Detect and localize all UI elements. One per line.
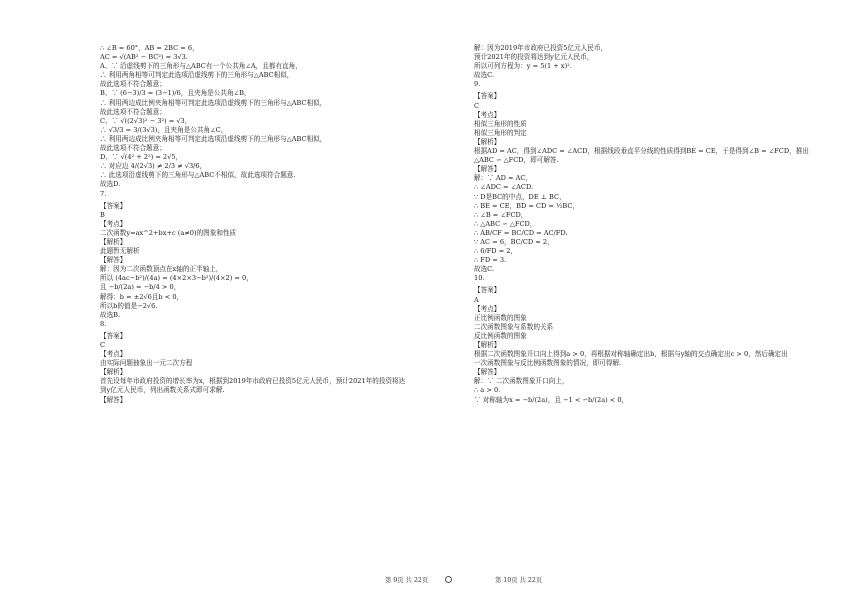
text-line: 相似三角形的判定 xyxy=(474,128,527,137)
text-line: AC = √(AB² − BC²) = 3√3. xyxy=(100,53,188,62)
text-line: ∵ D是BC的中点，DE ⊥ BC， xyxy=(474,192,566,201)
text-line: 解：因为2019年市政府已投资5亿元人民币， xyxy=(474,44,608,52)
text-line: 9. xyxy=(474,80,481,89)
text-line: △ABC ∽ △FCD，即可解答. xyxy=(474,156,559,165)
text-line: 【答案】 xyxy=(100,331,127,340)
text-line: C xyxy=(474,101,480,110)
text-line: ∴ 此选项沿虚线剪下的三角形与△ABC不相似，故此选项符合题意. xyxy=(100,171,296,180)
text-line: ∴ BE = CE，BD = CD = ½BC， xyxy=(474,201,580,210)
text-line: 反比例函数的图象 xyxy=(474,331,527,340)
left-page-column xyxy=(100,44,468,405)
text-line: 相似三角形的性质 xyxy=(474,119,527,128)
text-line: 所以可列方程为：y = 5(1 + x)². xyxy=(474,62,572,71)
text-line: 故此选项不符合题意； xyxy=(100,144,166,153)
text-line: 故此选项不符合题意； xyxy=(100,80,166,89)
text-line: 所以b的值是−2√6. xyxy=(100,301,158,310)
text-line: 【解析】 xyxy=(100,237,127,246)
text-line: 【解答】 xyxy=(100,256,127,265)
text-line: 解：∵ AD = AC， xyxy=(474,174,533,183)
text-line: 【解析】 xyxy=(474,137,501,146)
text-line: ∴ △ABC ∽ △FCD， xyxy=(474,219,537,228)
text-line: 此题暂无解析 xyxy=(100,247,140,256)
text-line: ∴ ∠B = ∠FCD， xyxy=(474,210,528,219)
text-line: ∴ √3/3 = 3/(3√3)，且夹角是公共角∠C， xyxy=(100,125,228,134)
text-line: 到y亿元人民币，列出函数关系式即可求解. xyxy=(100,386,225,395)
text-line: 二次函数图象与系数的关系 xyxy=(474,322,554,331)
text-line: 故选D. xyxy=(100,180,121,189)
right-page-column xyxy=(474,44,846,405)
text-line: 【答案】 xyxy=(474,92,501,101)
text-line: 由实际问题抽象出一元二次方程 xyxy=(100,359,193,368)
text-line: C xyxy=(100,341,106,349)
text-line: ∴ ∠B = 60°，AB = 2BC = 6， xyxy=(100,44,199,52)
text-line: 【解析】 xyxy=(474,341,501,349)
text-line: C、∵ √((2√3)² − 3²) = √3， xyxy=(100,116,192,125)
text-line: 故选C. xyxy=(474,71,495,80)
text-line: 【解答】 xyxy=(100,395,127,404)
text-line: B xyxy=(100,210,105,219)
text-line: A、∵ 沿虚线剪下的三角形与△ABC有一个公共角∠A，且都有直角， xyxy=(100,62,302,71)
text-line: 【答案】 xyxy=(474,286,501,295)
text-line: ∵ AC = 6，BC/CD = 2， xyxy=(474,237,554,246)
text-line: 7. xyxy=(100,189,107,198)
text-line: A xyxy=(474,295,479,304)
text-line: 【考点】 xyxy=(100,219,127,228)
text-line: 【考点】 xyxy=(474,110,501,119)
right-page-number: 第 10页 共 22页 xyxy=(495,577,543,584)
binding-hole-icon xyxy=(445,576,452,583)
text-line: ∵ 对称轴为x = −b/(2a)，且 −1 < −b/(2a) < 0， xyxy=(474,395,629,404)
text-line: ∴ ∠ADC = ∠ACD. xyxy=(474,183,534,192)
text-line: 【答案】 xyxy=(100,201,127,210)
text-line: 【考点】 xyxy=(100,350,127,359)
text-line: ∴ FD = 3. xyxy=(474,256,507,265)
text-line: ∴ 利用两角相等可判定此选项沿虚线剪下的三角形与△ABC相似， xyxy=(100,71,294,80)
text-line: 【解析】 xyxy=(100,368,127,377)
text-line: 预计2021年的投资将达到y亿元人民币， xyxy=(474,53,594,62)
page-footer xyxy=(0,573,860,587)
text-line: 【解答】 xyxy=(474,165,501,174)
text-line: D、∵ √(4² + 2²) = 2√5， xyxy=(100,153,183,162)
text-line: 根据AD = AC，得到∠ADC = ∠ACD，根据线段垂直平分线的性质得到BE = CE，于是得到∠B = ∠FCD，推出 xyxy=(474,147,809,156)
text-line: 【考点】 xyxy=(474,304,501,313)
text-line: 首先设每年市政府投资的增长率为x，根据到2019年市政府已投资5亿元人民币，预计2021年的投资将达 xyxy=(100,377,406,386)
text-line: 故此选项不符合题意； xyxy=(100,107,166,116)
text-line: B、∵ (6−3)/3 = (3−1)/6，且夹角是公共角∠B， xyxy=(100,89,251,98)
text-line: 解得：b = ±2√6且b < 0， xyxy=(100,292,184,301)
text-line: 【解答】 xyxy=(474,368,501,377)
text-line: ∴ 对应边 4/(2√3) ≠ 2/3 ≠ √3/6， xyxy=(100,162,207,171)
text-line: ∴ 6/FD = 2， xyxy=(474,247,518,256)
text-line: 故选C. xyxy=(474,265,495,274)
text-line: 一次函数图象与反比例函数图象的情况，即可得解. xyxy=(474,359,622,368)
text-line: 二次函数y=ax^2+bx+c (a≠0)的图象和性质 xyxy=(100,228,237,237)
left-page-number: 第 9页 共 22页 xyxy=(385,577,429,584)
text-line: 解：因为二次函数顶点在x轴的正半轴上， xyxy=(100,265,223,274)
text-line: 解：∵ 二次函数图象开口向上， xyxy=(474,377,569,386)
text-line: 10. xyxy=(474,274,485,283)
text-line: 所以 (4ac−b²)/(4a) = (4×2×3−b²)/(4×2) = 0， xyxy=(100,274,253,283)
text-line: 且 −b/(2a) = −b/4 > 0， xyxy=(100,283,181,292)
text-line: 根据二次函数图象开口向上得到a > 0，再根据对称轴确定出b，根据与y轴的交点确定出c > 0，然后确定出 xyxy=(474,350,788,359)
text-line: 8. xyxy=(100,319,107,328)
text-line: ∴ 利用两边成比例夹角相等可判定此选项沿虚线剪下的三角形与△ABC相似， xyxy=(100,134,327,143)
text-line: ∴ 利用两边成比例夹角相等可判定此选项沿虚线剪下的三角形与△ABC相似， xyxy=(100,98,327,107)
text-line: ∴ AB/CF = BC/CD = AC/FD. xyxy=(474,228,568,237)
text-line: 正比例函数的图象 xyxy=(474,313,527,322)
text-line: 故选B. xyxy=(100,310,121,319)
text-line: ∴ a > 0. xyxy=(474,386,501,395)
